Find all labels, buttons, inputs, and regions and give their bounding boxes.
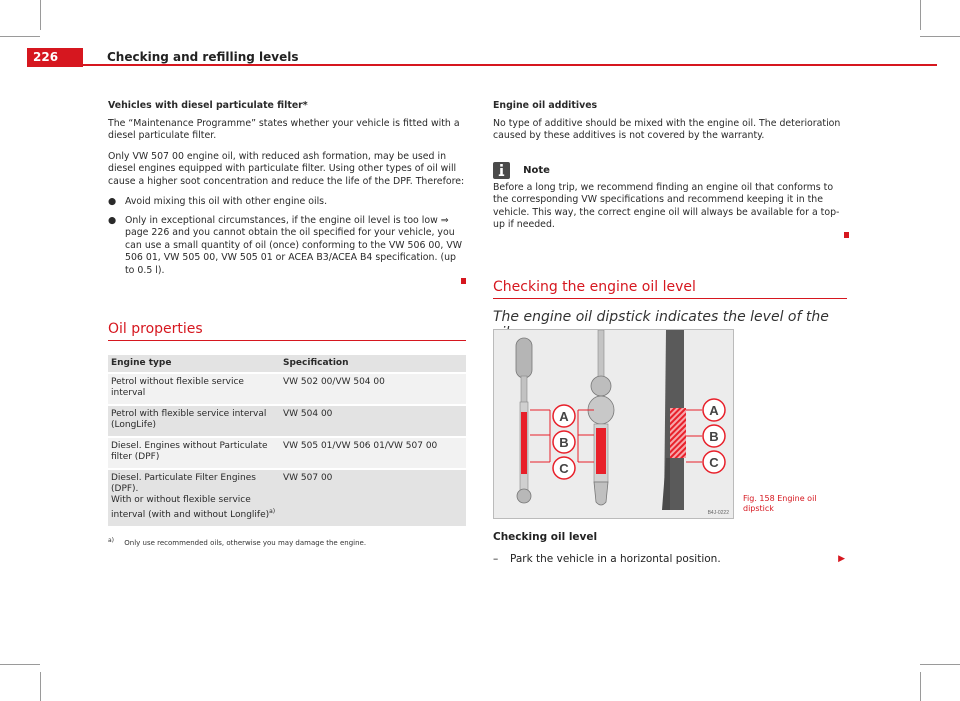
check-level-heading: Checking oil level <box>493 531 598 543</box>
figure-code: B4J-0222 <box>707 510 729 516</box>
table-cell: VW 504 00 <box>280 405 466 437</box>
table-cell: Petrol with flexible service interval (LongLife) <box>108 405 280 437</box>
crop-mark <box>920 36 960 37</box>
footnote-ref: a) <box>269 508 276 515</box>
info-icon <box>493 162 510 179</box>
note-text: Before a long trip, we recommend finding an engine oil that conforms to the corresponding VW specifications and recommend keeping it in the vehicle. This way, the correct engine oil will always be available for a top-up if needed. <box>493 181 840 230</box>
label-c-left: C <box>559 461 569 476</box>
oil-properties-heading: Oil properties <box>108 321 466 341</box>
crop-mark <box>920 672 921 701</box>
table-cell: Diesel. Engines without Particulate filter (DPF) <box>108 437 280 469</box>
bullet-icon: ● <box>108 214 117 226</box>
label-b-left: B <box>559 435 569 450</box>
check-level-section <box>493 531 849 565</box>
footnote-text: Only use recommended oils, otherwise you may damage the engine. <box>124 539 367 548</box>
column-header: Specification <box>280 355 466 373</box>
crop-mark <box>0 36 40 37</box>
table-cell: VW 502 00/VW 504 00 <box>280 373 466 405</box>
left-column <box>108 100 466 548</box>
list-item <box>493 553 849 565</box>
crop-mark <box>0 664 40 665</box>
oil-spec-table <box>108 355 466 528</box>
list-item <box>108 215 466 278</box>
note-header <box>493 160 849 179</box>
dpf-paragraph-2: Only VW 507 00 engine oil, with reduced ash formation, may be used in diesel engines equipped with particulate filter. Using other types of oil will cause a higher soot concentration and reduce the life of the DPF. Therefore: <box>108 150 465 187</box>
bullet-text: Avoid mixing this oil with other engine oils. <box>125 196 328 207</box>
dpf-paragraph-1: The “Maintenance Programme” states whether your vehicle is fitted with a diesel particulate filter. <box>108 117 460 141</box>
bullet-icon: ● <box>108 196 117 207</box>
dipstick-figure <box>493 329 734 519</box>
additives-heading: Engine oil additives <box>493 100 598 111</box>
check-oil-heading: Checking the engine oil level <box>493 279 847 299</box>
additives-paragraph: No type of additive should be mixed with the engine oil. The deterioration caused by these additives is not covered by the warranty. <box>493 117 841 141</box>
continue-arrow-icon: ▶ <box>838 554 845 564</box>
column-header: Engine type <box>108 355 280 373</box>
section-end-mark <box>844 232 849 238</box>
table-header-row <box>108 355 466 373</box>
chapter-title: Checking and refilling levels <box>107 50 299 64</box>
label-b-right: B <box>709 429 719 444</box>
figure-caption: Fig. 158 Engine oil dipstick <box>743 494 817 513</box>
table-cell-text: Diesel. Particulate Filter Engines (DPF). With or without flexible service interval (with and without Longlife) <box>111 473 270 520</box>
table-row <box>108 373 466 405</box>
table-row <box>108 405 466 437</box>
page-header <box>27 48 937 67</box>
check-oil-subtitle: The engine oil dipstick indicates the level of the <box>493 308 829 325</box>
list-item <box>108 196 466 209</box>
table-cell <box>108 469 280 527</box>
right-column <box>493 100 849 341</box>
crop-mark <box>920 0 921 30</box>
label-c-right: C <box>709 455 719 470</box>
crop-mark <box>40 0 41 30</box>
table-cell: Petrol without flexible service interval <box>108 373 280 405</box>
label-a-right: A <box>709 403 719 418</box>
table-cell: VW 507 00 <box>280 469 466 527</box>
crop-mark <box>40 672 41 701</box>
bullet-text: Only in exceptional circumstances, if the engine oil level is too low ⇒ page 226 and you cannot obtain the oil specified for your vehicle, you can use a small quantity of oil (once) conforming to the VW 506 00, VW 506 01, VW 505 00, VW 505 01 or ACEA B3/ACEA B4 specification. (up to 0.5 l). <box>125 214 463 276</box>
table-row <box>108 469 466 527</box>
note-title: Note <box>523 164 550 176</box>
step-text: Park the vehicle in a horizontal position. <box>510 553 721 565</box>
section-end-mark <box>461 278 466 284</box>
dipstick-illustration <box>494 330 735 520</box>
footnote-label: a) <box>108 537 115 544</box>
table-row <box>108 437 466 469</box>
dpf-heading: Vehicles with diesel particulate filter* <box>108 100 308 111</box>
label-a-left: A <box>559 409 569 424</box>
crop-mark <box>920 664 960 665</box>
page-number: 226 <box>27 48 83 67</box>
table-cell: VW 505 01/VW 506 01/VW 507 00 <box>280 437 466 469</box>
footnote <box>108 536 466 548</box>
step-dash: – <box>493 553 499 565</box>
